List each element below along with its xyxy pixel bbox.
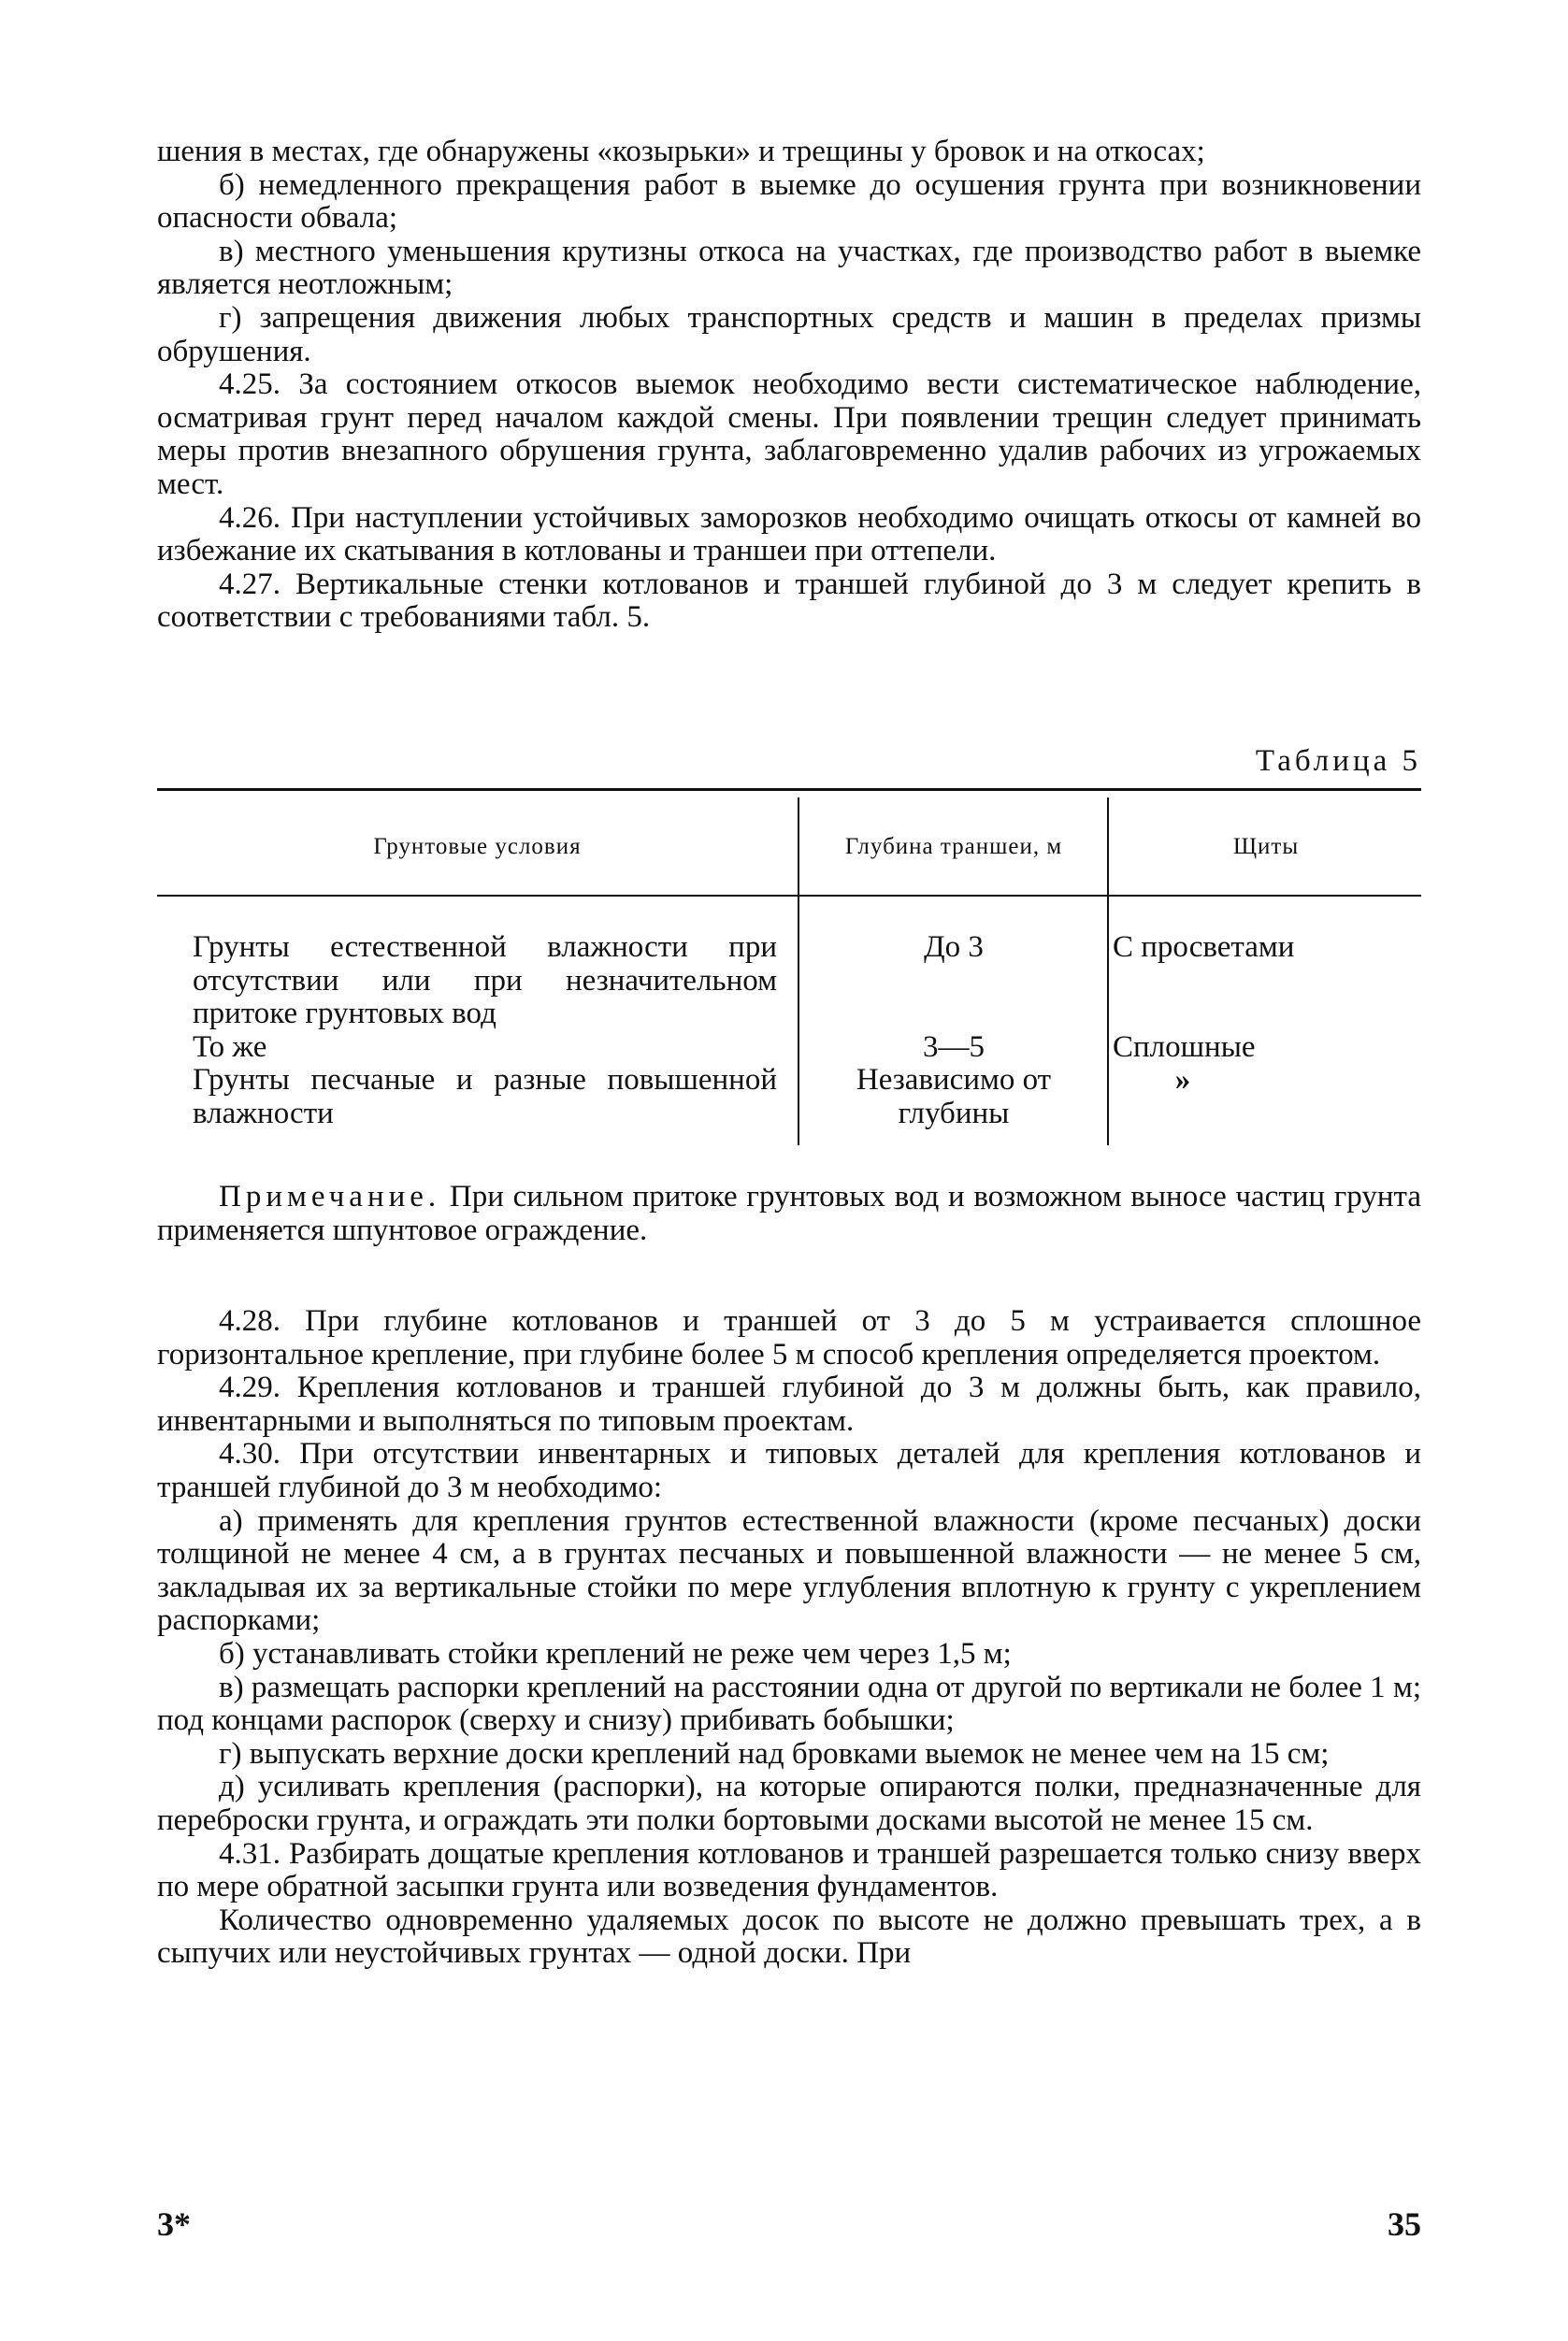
header-shields: Щиты xyxy=(1232,834,1300,859)
paragraph: а) применять для крепления грунтов естественной влажности (кроме песчаных) доски толщиной не менее 4 см, а в грунтах песчаных и повышенной влажности — не менее 5 см, закладывая их за вертикальные стойки по мере углубления вплотную к грунту с укреплением распорками; xyxy=(157,1503,1421,1638)
table-cell-soil: Грунты песчаные и разные повышенной влажности xyxy=(193,1063,777,1130)
signature-mark: 3* xyxy=(157,2205,191,2243)
table-cell-depth: До 3 xyxy=(924,930,984,964)
note-label: Примечание. xyxy=(219,1180,441,1214)
column-divider xyxy=(1107,797,1109,1145)
paragraph: шения в местах, где обнаружены «козырьки» и трещины у бровок и на откосах; xyxy=(157,135,1205,168)
paragraph: 4.30. При отсутствии инвентарных и типовых деталей для крепления котлованов и траншей глубиной до 3 м необходимо: xyxy=(157,1437,1421,1504)
body-text-top xyxy=(157,136,1421,635)
table-top-rule xyxy=(157,788,1421,791)
trench-depth-column xyxy=(802,931,1105,1131)
paragraph: 4.31. Разбирать дощатые крепления котлованов и траншей разрешается только снизу вверх по мере обратной засыпки грунта или возведения фундаментов. xyxy=(157,1836,1421,1904)
trench-shoring-table xyxy=(157,788,1421,1155)
paragraph: г) запрещения движения любых транспортных средств и машин в пределах призмы обрушения. xyxy=(157,300,1421,368)
shields-column xyxy=(1113,931,1421,1098)
note-text: При сильном притоке грунтовых вод и возможном выносе частиц грунта применяется шпунтовое ограждение. xyxy=(157,1180,1422,1247)
table-cell-shields: » xyxy=(1174,1063,1191,1098)
header-soil-conditions: Грунтовые условия xyxy=(373,834,582,859)
soil-conditions-column xyxy=(193,931,777,1131)
header-trench-depth: Глубина траншеи, м xyxy=(844,834,1063,859)
paragraph: Количество одновременно удаляемых досок по высоте не должно превышать трех, а в сыпучих или неустойчивых грунтах — одной доски. При xyxy=(157,1903,1421,1971)
paragraph: г) выпускать верхние доски креплений над бровками выемок не менее чем на 15 см; xyxy=(219,1736,1330,1771)
table-cell-depth: Независимо от глубины xyxy=(856,1063,1052,1130)
paragraph: д) усиливать крепления (распорки), на которые опираются полки, предназначенные для переброски грунта, и ограждать эти полки бортовыми досками высотой не менее 15 см. xyxy=(157,1770,1421,1837)
table-cell-depth: 3—5 xyxy=(923,1029,985,1064)
body-text-bottom xyxy=(157,1305,1421,1971)
table-note xyxy=(157,1181,1421,1247)
paragraph: б) устанавливать стойки креплений не реже чем через 1,5 м; xyxy=(219,1636,1012,1671)
paragraph: 4.27. Вертикальные стенки котлованов и траншей глубиной до 3 м следует крепить в соответствии с требованиями табл. 5. xyxy=(157,567,1421,635)
page-number: 35 xyxy=(1388,2205,1421,2243)
table-cell-shields: С просветами xyxy=(1113,930,1295,964)
paragraph: 4.28. При глубине котлованов и траншей от 3 до 5 м устраивается сплошное горизонтальное крепление, при глубине более 5 м способ крепления определяется проектом. xyxy=(157,1304,1421,1372)
paragraph: в) размещать распорки креплений на расстоянии одна от другой по вертикали не более 1 м; под концами распорок (сверху и снизу) прибивать бобышки; xyxy=(157,1670,1421,1738)
column-divider xyxy=(798,797,799,1145)
paragraph: б) немедленного прекращения работ в выемке до осушения грунта при возникновении опасности обвала; xyxy=(157,167,1421,236)
table-header-rule xyxy=(157,895,1421,897)
table-cell-soil: Грунты естественной влажности при отсутствии или при незначительном притоке грунтовых вод xyxy=(193,930,777,1031)
paragraph: 4.29. Крепления котлованов и траншей глубиной до 3 м должны быть, как правило, инвентарными и выполняться по типовым проектам. xyxy=(157,1371,1421,1438)
table-cell-shields: Сплошные xyxy=(1113,1029,1256,1064)
table-cell-soil: То же xyxy=(193,1029,267,1064)
paragraph: в) местного уменьшения крутизны откоса на участках, где производство работ в выемке является неотложным; xyxy=(157,234,1421,302)
paragraph: 4.26. При наступлении устойчивых заморозков необходимо очищать откосы от камней во избежание их скатывания в котлованы и траншеи при оттепели. xyxy=(157,500,1421,568)
table-caption: Таблица 5 xyxy=(1255,744,1421,778)
paragraph: 4.25. За состоянием откосов выемок необходимо вести систематическое наблюдение, осматривая грунт перед началом каждой смены. При появлении трещин следует принимать меры против внезапного обрушения грунта, заблаговременно удалив рабочих из угрожаемых мест. xyxy=(157,367,1421,501)
